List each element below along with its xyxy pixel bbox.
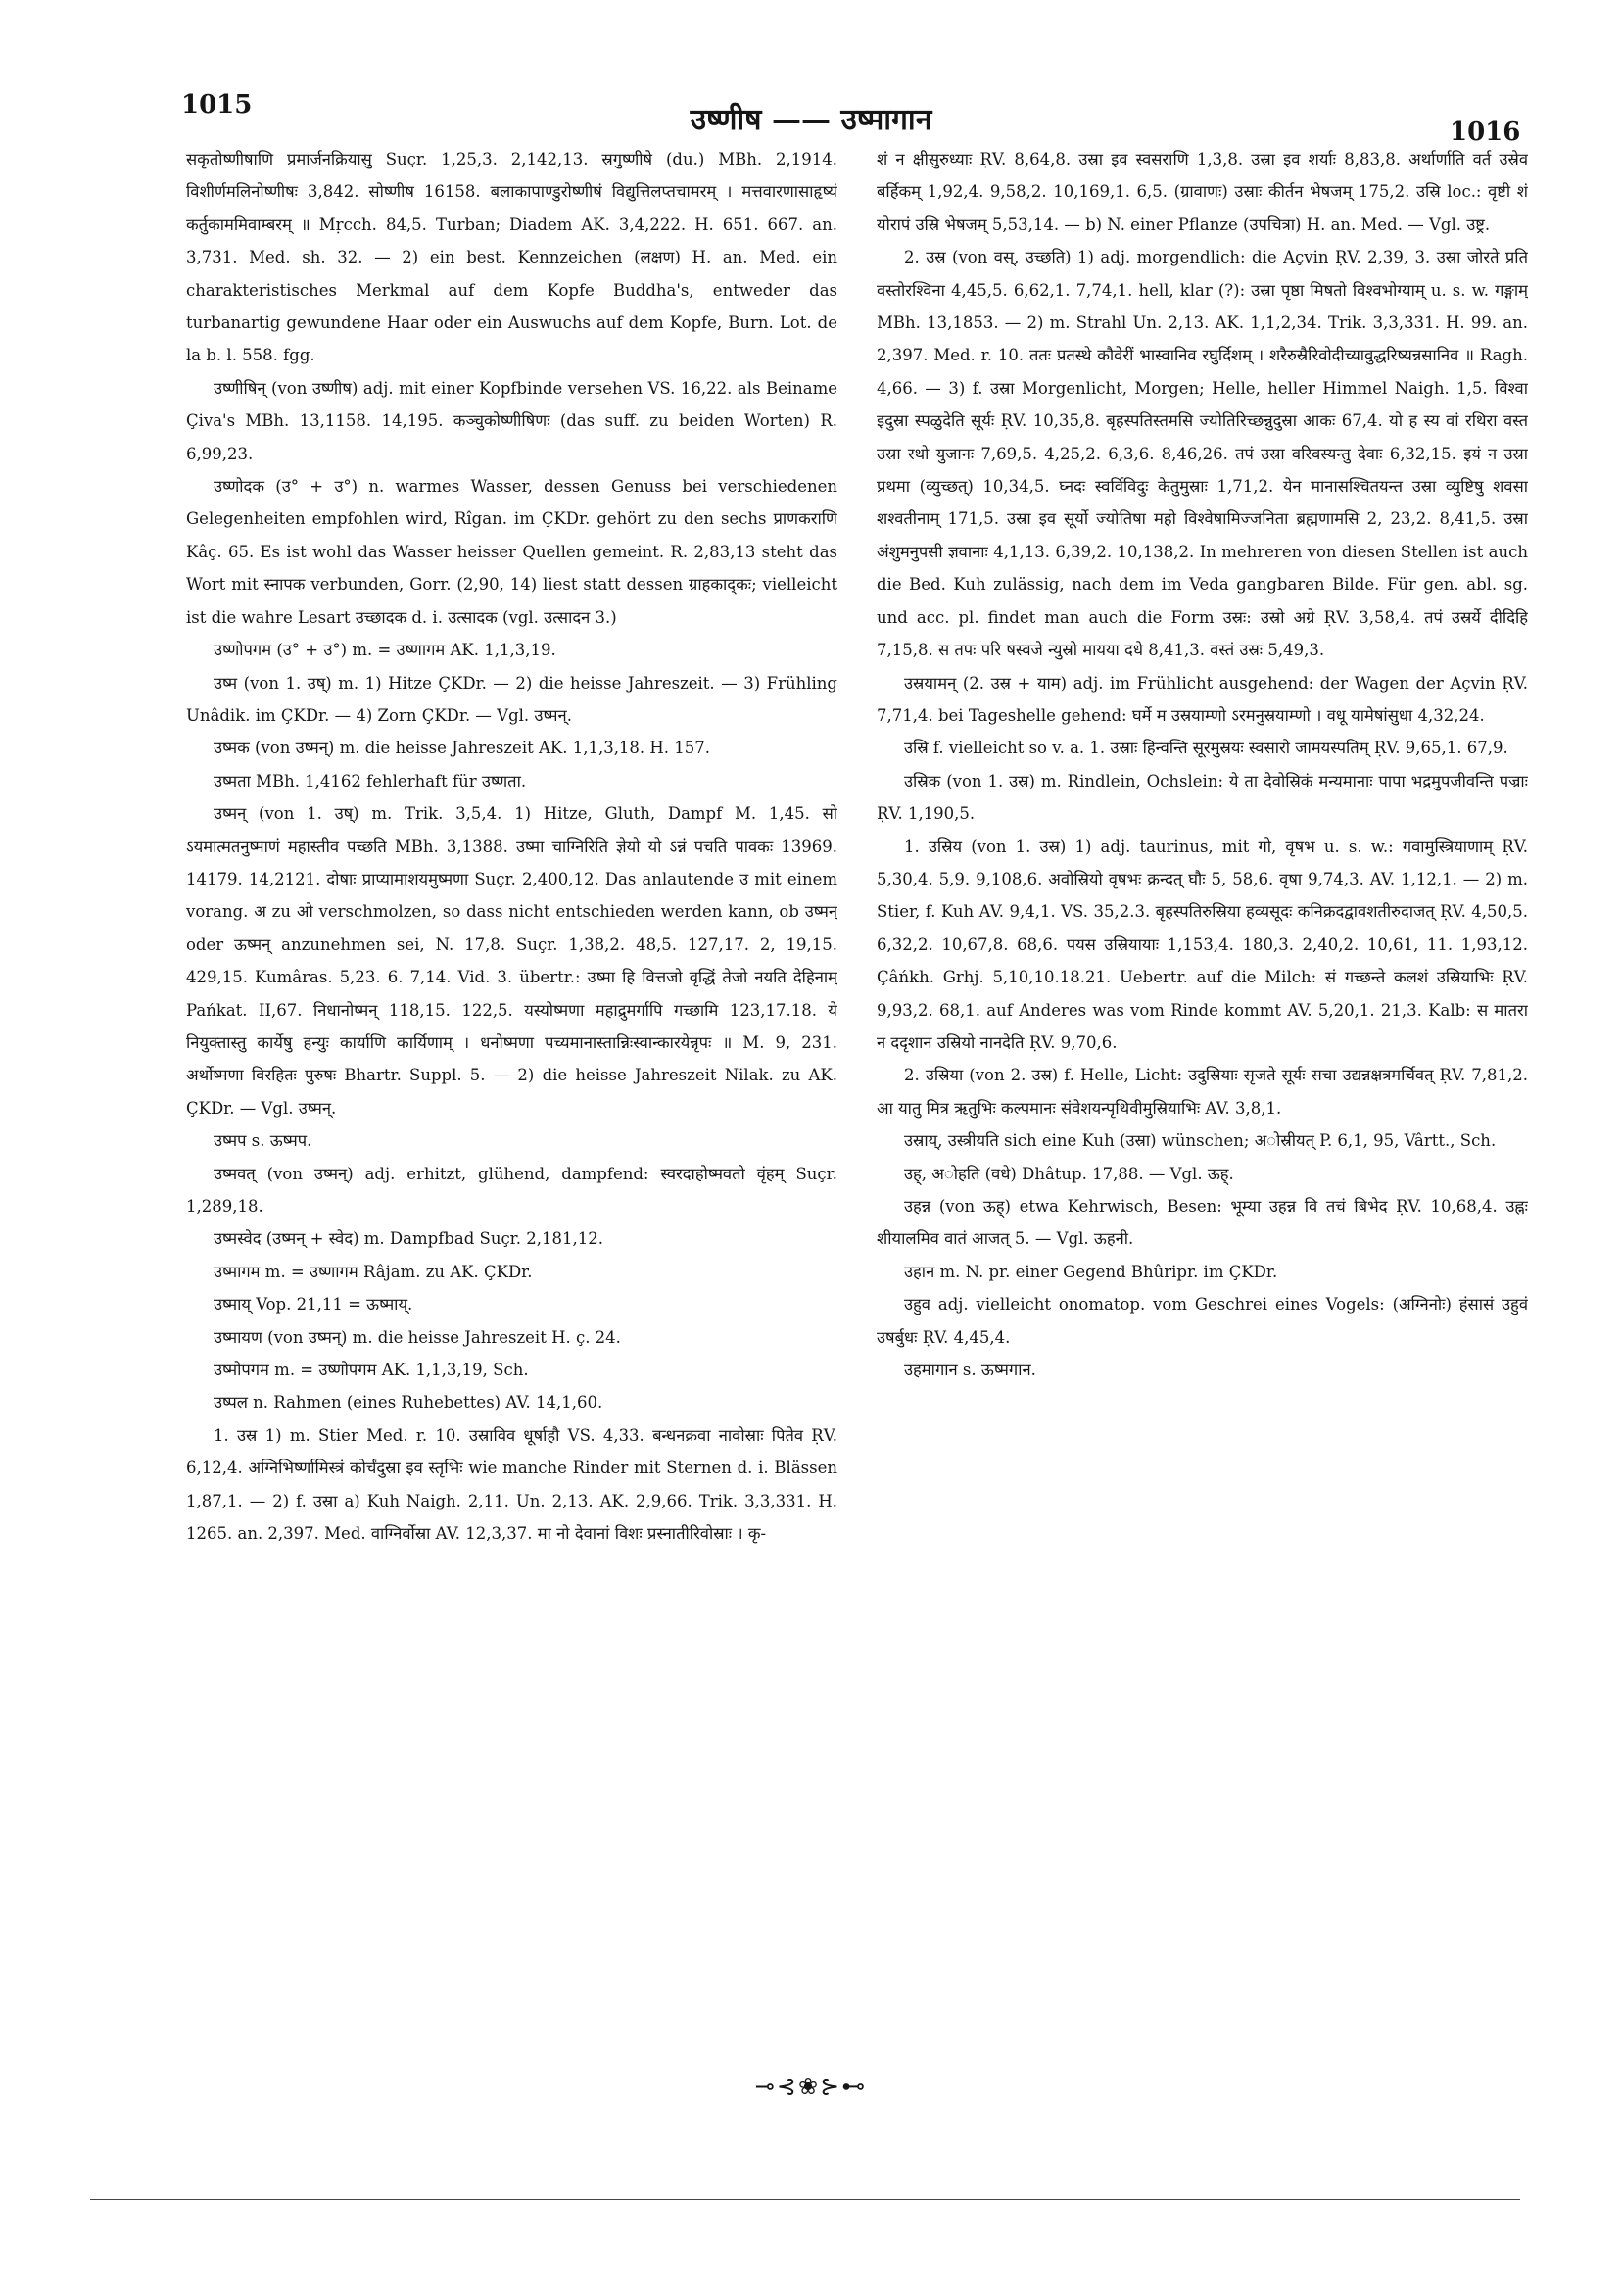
entry: उष्मवत् (von उष्मन्) adj. erhitzt, glühend, dampfend: स्वरदाहोष्मवतो वृंहम् Suçr. 1,289,18. <box>186 1164 837 1216</box>
page-number-left: 1015 <box>181 90 253 120</box>
right-column <box>877 143 1528 2063</box>
entry: 2. उस्रिया (von 2. उस्र) f. Helle, Licht: उदुस्रियाः सृजते सूर्यः सचा उद्यन्नक्षत्रमर्चिवत् ṚV. 7,81,2. आ यातु मित्र ऋतुभिः कल्पमानः संवेशयन्पृथिवीमुस्रियाभिः AV. 3,8,1. <box>877 1066 1528 1118</box>
entry: उहमागान s. ऊष्मगान. <box>904 1361 1036 1380</box>
entry: उष्णोपगम (उ° + उ°) m. = उष्णागम AK. 1,1,3,19. <box>214 641 556 660</box>
entry: उस्रयामन् (2. उस्र + याम) adj. im Frühlicht ausgehend: der Wagen der Açvin ṚV. 7,71,4. bei Tageshelle gehend: घर्मे म उस्रयाम्णो ऽरमनुस्रयाम्णो । वधू यामेषांसुधा 4,32,24. <box>877 673 1528 725</box>
entry: 1. उस्रिय (von 1. उस्र) 1) adj. taurinus, mit गो, वृषभ u. s. w.: गवामुस्त्रियाणाम् ṚV. 5,30,4. 5,9. 9,108,6. अवोस्रियो वृषभः क्रन्दत् घौः 5, 58,6. वृषा 9,74,3. AV. 1,12,1. — 2) m. Stier, f. Kuh AV. 9,4,1. VS. 35,2.3. बृहस्पतिरुस्रिया हव्यसूदः कनिक्रदद्वावशतीरुदाजत् ṚV. 4,50,5. 6,32,2. 10,67,8. 68,6. पयस उस्रियायाः 1,153,4. 180,3. 2,40,2. 10,61, 11. 1,93,12. Çâńkh. Grhj. 5,10,10.18.21. Uebertr. auf die Milch: सं गच्छन्ते कलशं उस्रियाभिः ṚV. 9,93,2. 68,1. auf Anderes was vom Rinde kommt AV. 5,20,1. 21,3. Kalb: स मातरा न ददृशान उस्रियो नानदेति ṚV. 9,70,6. <box>877 837 1528 1052</box>
entry: उष्मस्वेद (उष्मन् + स्वेद) m. Dampfbad Suçr. 2,181,12. <box>214 1229 603 1249</box>
entry: उष्पल n. Rahmen (eines Ruhebettes) AV. 14,1,60. <box>214 1393 603 1412</box>
entry: उह्, अोहति (वधे) Dhâtup. 17,88. — Vgl. ऊह्. <box>904 1164 1234 1183</box>
entry: 1. उस्र 1) m. Stier Med. r. 10. उस्राविव धूर्षाहौ VS. 4,33. बन्धनक्रवा नावोस्राः पितेव ṚV. 6,12,4. अग्निभिर्ष्णामिस्त्रं कोर्चंदुस्रा इव स्तृभिः wie manche Rinder mit Sternen d. i. Blässen 1,87,1. — 2) f. उस्रा a) Kuh Naigh. 2,11. Un. 2,13. AK. 2,9,66. Trik. 3,3,331. H. 1265. an. 2,397. Med. वाग्निर्वोस्रा AV. 12,3,37. मा नो देवानां विशः प्रस्नातीरिवोस्राः । कृ- <box>186 1425 837 1544</box>
entry: उष्मता MBh. 1,4162 fehlerhaft für उष्णता. <box>214 771 527 790</box>
entry: सकृतोष्णीषाणि प्रमार्जनक्रियासु Suçr. 1,25,3. 2,142,13. स्रगुष्णीषे (du.) MBh. 2,1914. विशीर्णमलिनोष्णीषः 3,842. सोष्णीष 16158. बलाकापाण्डुरोष्णीषं विद्युत्तिलप्तचामरम् । मत्तवारणासाहृष्यं कर्तुकाममिवाम्बरम् ॥ Mṛcch. 84,5. Turban; Diadem AK. 3,4,222. H. 651. 667. an. 3,731. Med. sh. 32. — 2) ein best. Kennzeichen (लक्षण) H. an. Med. ein charakteristisches Merkmal auf dem Kopfe Buddha's, entweder das turbanartig gewundene Haar oder ein Auswuchs auf dem Kopfe, Burn. Lot. de la b. l. 558. fgg. <box>186 150 837 365</box>
entry: उहुव adj. vielleicht onomatop. vom Geschrei eines Vogels: (अग्निनोः) हंसासं उहुवं उषर्बुधः ṚV. 4,45,4. <box>877 1295 1528 1347</box>
page-number-right: 1016 <box>1450 118 1521 147</box>
entry: उस्राय्, उस्त्रीयति sich eine Kuh (उस्रा) wünschen; अोस्रीयत् P. 6,1, 95, Vârtt., Sch. <box>904 1131 1497 1151</box>
end-ornament: ⊸⊰❀⊱⊷ <box>754 2073 868 2100</box>
entry: उष्मप s. ऊष्मप. <box>214 1131 312 1151</box>
bottom-rule <box>90 2199 1520 2200</box>
entry: उस्रि f. vielleicht so v. a. 1. उस्राः हिन्वन्ति सूरमुस्रयः स्वसारो जामयस्पतिम् ṚV. 9,65,1. 67,9. <box>904 739 1508 758</box>
running-head: उष्णीष —— उष्मागान <box>690 103 932 137</box>
entry: उष्णोदक (उ° + उ°) n. warmes Wasser, dessen Genuss bei verschiedenen Gelegenheiten empfohlen wird, Rîgan. im ÇKDr. gehört zu den sechs प्राणकराणि Kâç. 65. Es ist wohl das Wasser heisser Quellen gemeint. R. 2,83,13 steht das Wort mit स्नापक verbunden, Gorr. (2,90, 14) liest statt dessen ग्राहकाद्कः; vielleicht ist die wahre Lesart उच्छादक d. i. उत्सादक (vgl. उत्सादन 3.) <box>186 477 837 627</box>
entry: उष्माय् Vop. 21,11 = ऊष्माय्. <box>214 1295 413 1315</box>
entry: उष्मोपगम m. = उष्णोपगम AK. 1,1,3,19, Sch. <box>214 1361 529 1380</box>
entry: उष्मागम m. = उष्णागम Râjam. zu AK. ÇKDr. <box>214 1262 533 1281</box>
entry: उष्मायण (von उष्मन्) m. die heisse Jahreszeit H. ç. 24. <box>214 1327 621 1347</box>
left-column <box>186 143 837 2063</box>
entry: उष्णीषिन् (von उष्णीष) adj. mit einer Kopfbinde versehen VS. 16,22. als Beiname Çiva's MBh. 13,1158. 14,195. कञ्चुकोष्णीषिणः (das suff. zu beiden Worten) R. 6,99,23. <box>186 378 837 463</box>
entry: उहन्न (von ऊह्) etwa Kehrwisch, Besen: भूम्या उहन्न वि तचं बिभेद ṚV. 10,68,4. उह्नः शीयालमिव वातं आजत् 5. — Vgl. ऊहनी. <box>877 1197 1528 1249</box>
entry: उष्म (von 1. उष्) m. 1) Hitze ÇKDr. — 2) die heisse Jahreszeit. — 3) Frühling Unâdik. im ÇKDr. — 4) Zorn ÇKDr. — Vgl. उष्मन्. <box>186 673 837 725</box>
entry: 2. उस्र (von वस्, उच्छति) 1) adj. morgendlich: die Açvin ṚV. 2,39, 3. उस्रा जोरते प्रति वस्तोरश्विना 4,45,5. 6,62,1. 7,74,1. hell, klar (?): उस्रा पृष्ठा मिषतो विश्वभोग्याम् u. s. w. गङ्गाम् MBh. 13,1853. — 2) m. Strahl Un. 2,13. AK. 1,1,2,34. Trik. 3,3,331. H. 99. an. 2,397. Med. r. 10. ततः प्रतस्थे कौवेरीं भास्वानिव रघुर्दिशम् । शरैरुस्रैरिवोदीच्यावुद्धरिष्यन्नसानिव ॥ Ragh. 4,66. — 3) f. उस्रा Morgenlicht, Morgen; Helle, heller Himmel Naigh. 1,5. विश्वा इदुस्रा स्पळुदेति सूर्यः ṚV. 10,35,8. बृहस्पतिस्तमसि ज्योतिरिच्छन्नुदुस्रा आकः 67,4. यो ह स्य वां रथिरा वस्त उस्रा रथो युजानः 7,69,5. 4,25,2. 6,3,6. 8,46,26. तपं उस्रा वरिवस्यन्तु देवाः 6,32,15. इयं न उस्रा प्रथमा (व्युच्छत्) 10,34,5. घ्नदः स्वर्विविदुः केतुमुस्राः 1,71,2. येन मानासश्चितयन्त उस्रा व्युष्टिषु शवसा शश्वतीनाम् 171,5. उस्रा इव सूर्यो ज्योतिषा महो विश्वेषामिज्जनिता ब्रह्मणामसि 2, 23,2. 8,41,5. उस्रा अंशुमनुपसी ज्ञवानाः 4,1,13. 6,39,2. 10,138,2. In mehreren von diesen Stellen ist auch die Bed. Kuh zulässig, nach dem im Veda gangbaren Bilde. Für gen. abl. sg. und acc. pl. findet man auch die Form उस्रः: उस्रो अग्रे ṚV. 3,58,4. तपं उस्रर्ये दीदिहि 7,15,8. स तपः परि षस्वजे न्युस्रो मायया दधे 8,41,3. वस्तं उस्रः 5,49,3. <box>877 248 1528 660</box>
entry: उष्मक (von उष्मन्) m. die heisse Jahreszeit AK. 1,1,3,18. H. 157. <box>214 739 711 758</box>
entry: उहान m. N. pr. einer Gegend Bhûripr. im ÇKDr. <box>904 1262 1278 1281</box>
entry: उष्मन् (von 1. उष्) m. Trik. 3,5,4. 1) Hitze, Gluth, Dampf M. 1,45. सो ऽयमात्मतनुष्माणं महास्तीव पच्छति MBh. 3,1388. उष्मा चाग्निरिति ज्ञेयो यो ऽन्नं पचति पावकः 13969. 14179. 14,2121. दोषाः प्राप्यामाशयमुष्मणा Suçr. 2,400,12. Das anlautende उ mit einem vorang. अ zu ओ verschmolzen, so dass nicht entschieden werden kann, ob उष्मन् oder ऊष्मन् anzunehmen sei, N. 17,8. Suçr. 1,38,2. 48,5. 127,17. 2, 19,15. 429,15. Kumâras. 5,23. 6. 7,14. Vid. 3. übertr.: उष्मा हि वित्तजो वृद्धिं तेजो नयति देहिनाम् Pańkat. II,67. निधानोष्मन् 118,15. 122,5. यस्योष्मणा महाद्रुमर्गापि गच्छामि 123,17.18. ये नियुक्तास्तु कार्येषु हन्युः कार्याणि कार्यिणाम् । धनोष्मणा पच्यमानास्तान्निःस्वान्कारयेन्नृपः ॥ M. 9, 231. अर्थोष्मणा विरहितः पुरुषः Bhartr. Suppl. 5. — 2) die heisse Jahreszeit Nilak. zu AK. ÇKDr. — Vgl. उष्मन्. <box>186 804 837 1118</box>
entry: उस्रिक (von 1. उस्र) m. Rindlein, Ochslein: ये ता देवोस्रिकं मन्यमानाः पापा भद्रमुपजीवन्ति पज्राः ṚV. 1,190,5. <box>877 771 1528 824</box>
entry: शं न क्षीसुरुध्याः ṚV. 8,64,8. उस्रा इव स्वसराणि 1,3,8. उस्रा इव शर्याः 8,83,8. अर्थार्णाति वर्त उस्रेव बर्हिकम् 1,92,4. 9,58,2. 10,169,1. 6,5. (ग्रावाणः) उस्राः कीर्तन भेषजम् 175,2. उस्रि loc.: वृष्टी शं योरापं उस्रि भेषजम् 5,53,14. — b) N. einer Pflanze (उपचित्रा) H. an. Med. — Vgl. उष्ट्र. <box>877 150 1528 234</box>
